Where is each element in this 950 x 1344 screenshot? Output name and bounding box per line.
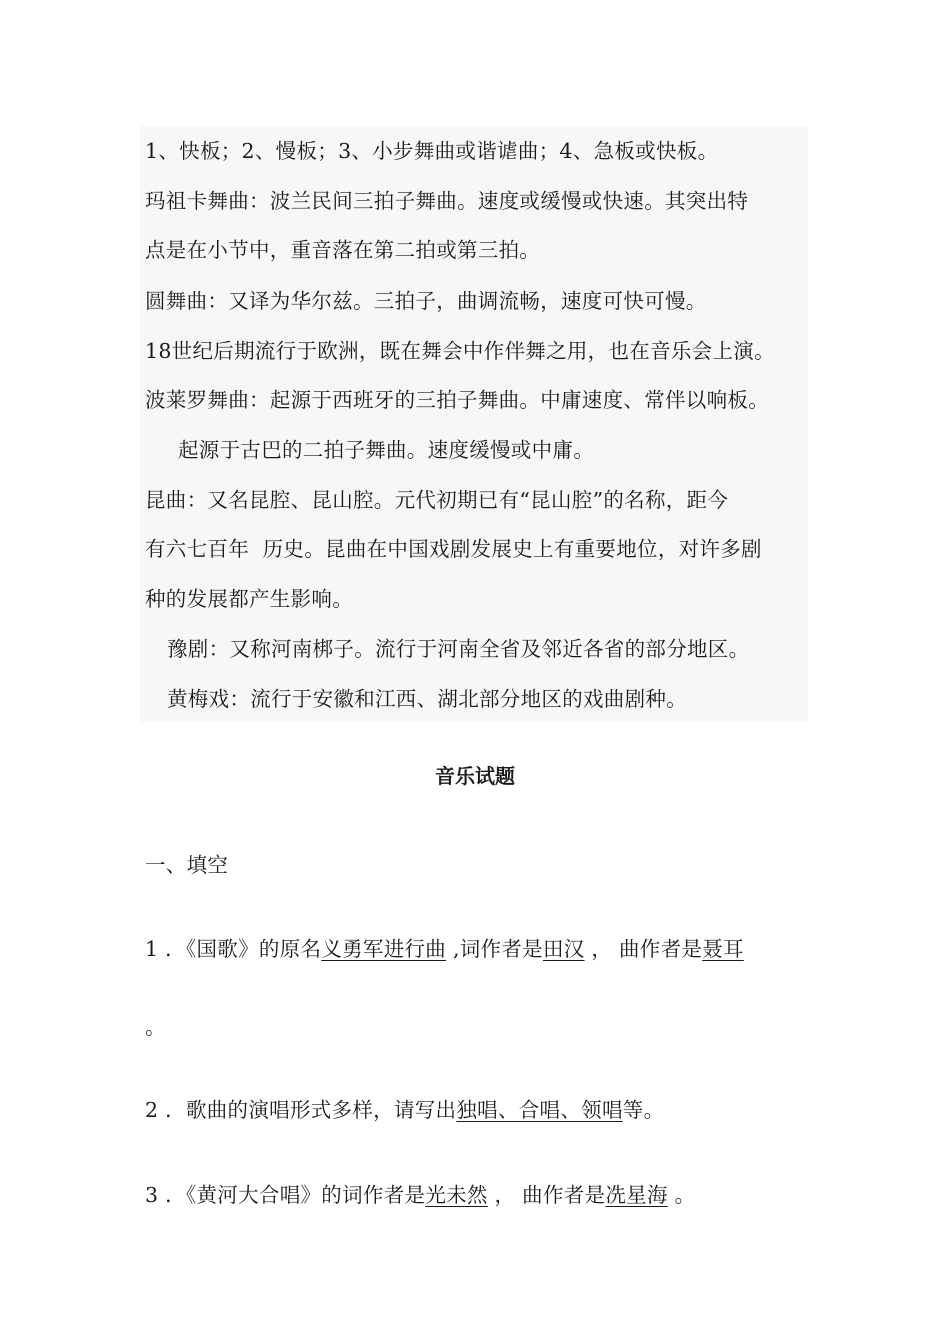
note-line-5: 18世纪后期流行于欧洲，既在舞会中作伴舞之用，也在音乐会上演。 [145,339,775,363]
q3-answer-composer: 冼星海 [605,1183,668,1207]
note-line-8: 昆曲：又名昆腔、昆山腔。元代初期已有“昆山腔”的名称，距今 [145,488,729,512]
note-line-11: 豫剧：又称河南梆子。流行于河南全省及邻近各省的部分地区。 [167,637,750,661]
note-line-1: 1、快板；2、慢板；3、小步舞曲或谐谑曲；4、急板或快板。 [145,139,719,163]
note-line-10: 种的发展都产生影响。 [145,587,353,611]
q1-prefix: 1 ．《国歌》的原名 [145,937,322,961]
q1-answer-name: 义勇军进行曲 [321,937,447,961]
question-1-end: 。 [145,1015,166,1039]
q3-mid-1: ， 曲作者是 [487,1183,606,1207]
shaded-notes-block [140,126,808,722]
q1-mid-2: ， 曲作者是 [584,937,703,961]
page-title: 音乐试题 [435,764,515,788]
question-3 [145,1181,695,1209]
q3-prefix: 3 ．《黄河大合唱》的词作者是 [145,1183,426,1207]
q1-mid-1: ,词作者是 [446,937,543,961]
q2-end: 等。 [622,1098,665,1122]
question-2 [145,1096,664,1124]
q3-answer-lyricist: 光未然 [425,1183,488,1207]
question-1 [145,935,744,963]
note-line-3: 点是在小节中，重音落在第二拍或第三拍。 [145,238,541,262]
note-line-2: 玛祖卡舞曲：波兰民间三拍子舞曲。速度或缓慢或快速。其突出特 [145,189,749,213]
q2-answer-forms: 独唱、合唱、领唱 [456,1098,623,1122]
note-line-12: 黄梅戏：流行于安徽和江西、湖北部分地区的戏曲剧种。 [167,687,687,711]
q3-end: 。 [667,1183,696,1207]
note-line-4: 圆舞曲：又译为华尔兹。三拍子，曲调流畅，速度可快可慢。 [145,289,707,313]
note-line-9: 有六七百年 历史。昆曲在中国戏剧发展史上有重要地位，对许多剧 [145,537,762,561]
note-line-6: 波莱罗舞曲：起源于西班牙的三拍子舞曲。中庸速度、常伴以响板。 [145,388,769,412]
note-line-7: 起源于古巴的二拍子舞曲。速度缓慢或中庸。 [178,438,594,462]
q2-prefix: 2 ．歌曲的演唱形式多样，请写出 [145,1098,457,1122]
q1-answer-lyricist: 田汉 [542,937,585,961]
q1-answer-composer: 聂耳 [702,937,744,961]
section-heading: 一、填空 [145,853,229,877]
